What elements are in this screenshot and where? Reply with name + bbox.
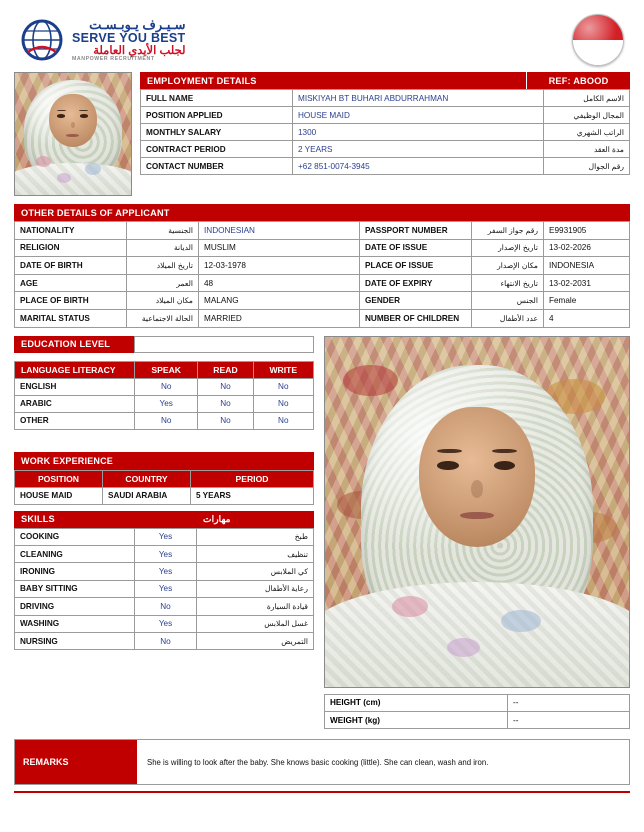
language-write: No [253, 395, 313, 412]
table-row [15, 239, 630, 257]
row-arabic: رقم الجوال [544, 158, 630, 175]
row-value: MARRIED [199, 309, 360, 327]
table-row [325, 694, 630, 711]
table-row [141, 107, 630, 124]
employment-details-header [140, 72, 630, 89]
table-row [141, 141, 630, 158]
skill-arabic: تنظيف [197, 545, 314, 562]
work-experience-block [14, 452, 314, 505]
skill-name: CLEANING [15, 545, 135, 562]
row-label-2: GENDER [360, 292, 472, 310]
skills-block [14, 511, 314, 651]
skills-header [14, 511, 314, 528]
weight-label: WEIGHT (kg) [325, 711, 508, 728]
row-arabic-2: تاريخ الانتهاء [472, 274, 544, 292]
work-position: HOUSE MAID [15, 487, 103, 504]
employment-details-title: EMPLOYMENT DETAILS [147, 75, 257, 86]
table-row [15, 632, 314, 649]
work-country: SAUDI ARABIA [103, 487, 191, 504]
table-row [15, 563, 314, 580]
column-header-speak: SPEAK [135, 361, 198, 378]
globe-logo-icon [20, 18, 64, 62]
reference-number: REF: ABOOD [526, 72, 630, 89]
row-arabic-2: تاريخ الإصدار [472, 239, 544, 257]
skill-arabic: التمريض [197, 632, 314, 649]
language-write: No [253, 378, 313, 395]
row-value: 12-03-1978 [199, 257, 360, 275]
language-read: No [198, 378, 253, 395]
other-details-table [14, 221, 630, 328]
row-label-2: DATE OF EXPIRY [360, 274, 472, 292]
language-name: ARABIC [15, 395, 135, 412]
brand-arabic-tagline: لجلب الأيدي العاملة [93, 44, 186, 57]
skill-name: COOKING [15, 528, 135, 545]
language-speak: No [135, 412, 198, 429]
skills-title-arabic: مهارات [203, 513, 231, 524]
weight-value: -- [508, 711, 630, 728]
indonesia-flag-icon [572, 14, 624, 66]
row-label: DATE OF BIRTH [15, 257, 127, 275]
table-row [325, 711, 630, 728]
education-level-label: EDUCATION LEVEL [14, 336, 134, 353]
row-label-2: PASSPORT NUMBER [360, 222, 472, 240]
row-label: AGE [15, 274, 127, 292]
skill-name: DRIVING [15, 598, 135, 615]
column-header-read: READ [198, 361, 253, 378]
row-value: 48 [199, 274, 360, 292]
table-row [15, 292, 630, 310]
row-arabic: الراتب الشهري [544, 124, 630, 141]
skill-value: Yes [135, 545, 197, 562]
work-experience-title: WORK EXPERIENCE [14, 452, 314, 470]
remarks-text: She is willing to look after the baby. She knows basic cooking (little). She can clean, wash and iron. [147, 757, 489, 767]
row-value: INDONESIAN [199, 222, 360, 240]
row-arabic: مدة العقد [544, 141, 630, 158]
row-label: NATIONALITY [15, 222, 127, 240]
skill-value: Yes [135, 528, 197, 545]
work-experience-table [14, 470, 314, 505]
row-arabic: المجال الوظيفي [544, 107, 630, 124]
row-label-2: DATE OF ISSUE [360, 239, 472, 257]
employment-details-table [140, 89, 630, 175]
remarks-block [14, 739, 630, 785]
column-header-position: POSITION [15, 470, 103, 487]
row-arabic: الحالة الاجتماعية [127, 309, 199, 327]
column-header-language: LANGUAGE LITERACY [15, 361, 135, 378]
row-label: POSITION APPLIED [141, 107, 293, 124]
table-row [141, 90, 630, 107]
skill-arabic: قيادة السيارة [197, 598, 314, 615]
row-value-2: INDONESIA [544, 257, 630, 275]
skills-title: SKILLS [21, 514, 55, 525]
table-row [15, 412, 314, 429]
column-header-write: WRITE [253, 361, 313, 378]
skill-value: Yes [135, 615, 197, 632]
height-label: HEIGHT (cm) [325, 694, 508, 711]
row-arabic: الجنسية [127, 222, 199, 240]
skill-name: NURSING [15, 632, 135, 649]
language-speak: No [135, 378, 198, 395]
skill-arabic: كي الملابس [197, 563, 314, 580]
brand-english-tagline: MANPOWER RECRUITMENT [72, 55, 155, 62]
brand-english-name: SERVE YOU BEST [72, 30, 186, 45]
company-brand [20, 18, 186, 62]
other-details-block [14, 204, 630, 328]
skill-name: WASHING [15, 615, 135, 632]
language-write: No [253, 412, 313, 429]
row-value-2: 13-02-2031 [544, 274, 630, 292]
row-arabic: العمر [127, 274, 199, 292]
row-label: CONTRACT PERIOD [141, 141, 293, 158]
skill-value: Yes [135, 563, 197, 580]
measurements-table [324, 694, 630, 730]
row-value-2: 13-02-2026 [544, 239, 630, 257]
table-row [15, 309, 630, 327]
row-value: MALANG [199, 292, 360, 310]
row-label: CONTACT NUMBER [141, 158, 293, 175]
row-arabic-2: الجنس [472, 292, 544, 310]
document-header [14, 8, 630, 70]
table-header-row [15, 361, 314, 378]
skill-name: IRONING [15, 563, 135, 580]
language-read: No [198, 412, 253, 429]
row-value: MISKIYAH BT BUHARI ABDURRAHMAN [293, 90, 544, 107]
applicant-photo-large [324, 336, 630, 688]
row-label: PLACE OF BIRTH [15, 292, 127, 310]
row-label: RELIGION [15, 239, 127, 257]
row-value: 1300 [293, 124, 544, 141]
other-details-title: OTHER DETAILS OF APPLICANT [14, 204, 630, 221]
table-row [15, 257, 630, 275]
skill-arabic: غسل الملابس [197, 615, 314, 632]
row-value-2: E9931905 [544, 222, 630, 240]
skill-arabic: طبخ [197, 528, 314, 545]
column-header-country: COUNTRY [103, 470, 191, 487]
language-name: OTHER [15, 412, 135, 429]
employment-block [14, 72, 630, 196]
education-level-value [134, 336, 314, 353]
table-row [15, 598, 314, 615]
table-row [141, 124, 630, 141]
row-label-2: NUMBER OF CHILDREN [360, 309, 472, 327]
row-label: MONTHLY SALARY [141, 124, 293, 141]
language-read: No [198, 395, 253, 412]
row-value-2: Female [544, 292, 630, 310]
education-level-row [14, 336, 314, 353]
skill-arabic: رعاية الأطفال [197, 580, 314, 597]
table-row [15, 615, 314, 632]
table-row [15, 487, 314, 504]
brand-arabic-name: سـيـرف يـوبـسـت [89, 16, 186, 32]
row-label: FULL NAME [141, 90, 293, 107]
skill-value: No [135, 632, 197, 649]
language-literacy-table [14, 361, 314, 430]
table-row [15, 580, 314, 597]
row-value-2: 4 [544, 309, 630, 327]
skill-value: No [135, 598, 197, 615]
footer-divider [14, 791, 630, 793]
skill-value: Yes [135, 580, 197, 597]
column-header-period: PERIOD [191, 470, 314, 487]
row-label-2: PLACE OF ISSUE [360, 257, 472, 275]
applicant-photo-small [14, 72, 132, 196]
row-arabic: الديانة [127, 239, 199, 257]
work-period: 5 YEARS [191, 487, 314, 504]
row-value: MUSLIM [199, 239, 360, 257]
table-row [15, 378, 314, 395]
table-row [15, 395, 314, 412]
skills-table [14, 528, 314, 651]
row-arabic: تاريخ الميلاد [127, 257, 199, 275]
table-row [15, 545, 314, 562]
row-arabic-2: عدد الأطفال [472, 309, 544, 327]
table-row [15, 222, 630, 240]
row-label: MARITAL STATUS [15, 309, 127, 327]
remarks-label: REMARKS [15, 740, 137, 784]
table-row [141, 158, 630, 175]
height-value: -- [508, 694, 630, 711]
skill-name: BABY SITTING [15, 580, 135, 597]
row-arabic: مكان الميلاد [127, 292, 199, 310]
table-row [15, 528, 314, 545]
row-arabic-2: مكان الإصدار [472, 257, 544, 275]
language-speak: Yes [135, 395, 198, 412]
row-value: +62 851-0074-3945 [293, 158, 544, 175]
row-value: 2 YEARS [293, 141, 544, 158]
table-header-row [15, 470, 314, 487]
row-arabic: الاسم الكامل [544, 90, 630, 107]
language-name: ENGLISH [15, 378, 135, 395]
row-arabic-2: رقم جواز السفر [472, 222, 544, 240]
row-value: HOUSE MAID [293, 107, 544, 124]
table-row [15, 274, 630, 292]
